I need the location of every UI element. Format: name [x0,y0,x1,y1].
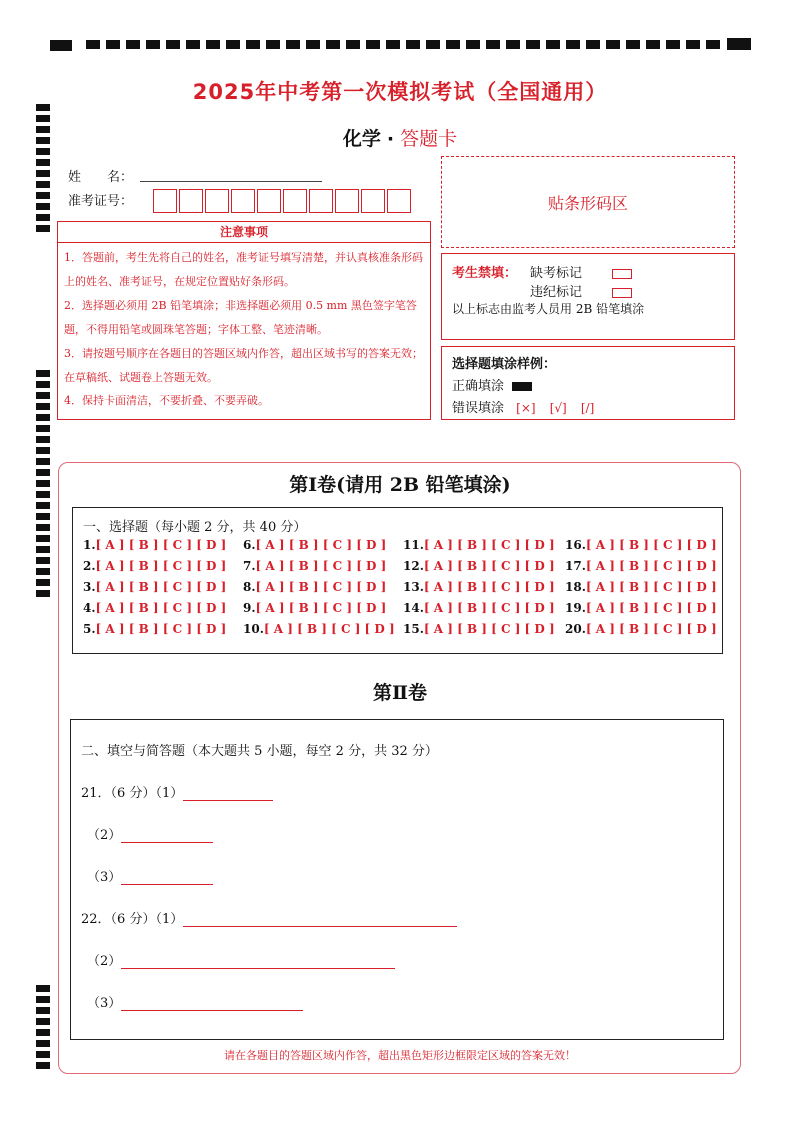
id-digit-box[interactable] [205,189,229,213]
choice-section-heading: 一、选择题（每小题 2 分，共 40 分） [83,520,307,535]
answer-blank[interactable] [121,996,303,1011]
option-bubbles[interactable]: [ A ] [ B ] [ C ] [ D ] [423,601,555,615]
timing-dash [326,40,340,49]
question-number: 4. [83,601,96,615]
fill-sample-box [441,346,735,420]
answer-line-22-1 [81,908,457,927]
timing-dash [366,40,380,49]
timing-mark [36,1040,50,1047]
choice-question[interactable] [83,580,226,594]
volume2-title: 第Ⅱ卷 [372,682,427,704]
option-bubbles[interactable]: [ A ] [ B ] [ C ] [ D ] [255,538,387,552]
timing-mark [36,985,50,992]
answer-line-21-2 [87,824,213,843]
id-digit-box[interactable] [179,189,203,213]
barcode-area [441,156,735,248]
option-bubbles[interactable]: [ A ] [ B ] [ C ] [ D ] [95,580,227,594]
timing-mark [36,170,50,177]
card-name: 答题卡 [400,128,458,150]
exam-id-label: 准考证号： [68,194,134,209]
correct-row [452,375,532,394]
violation-mark-row [530,281,632,300]
option-bubbles[interactable]: [ A ] [ B ] [ C ] [ D ] [423,622,555,636]
correct-label: 正确填涂 [452,379,505,394]
choice-question[interactable] [403,622,555,636]
option-bubbles[interactable]: [ A ] [ B ] [ C ] [ D ] [585,559,717,573]
wrong-mark-2: [√] [549,401,567,415]
option-bubbles[interactable]: [ A ] [ B ] [ C ] [ D ] [423,559,555,573]
subtitle-dot: · [386,128,395,150]
timing-dash [486,40,500,49]
name-field[interactable] [140,181,322,182]
timing-dash [166,40,180,49]
timing-mark [36,579,50,586]
option-bubbles[interactable]: [ A ] [ B ] [ C ] [ D ] [585,601,717,615]
question-number: 3. [83,580,96,594]
question-number: 6. [243,538,256,552]
card-subtitle [0,124,800,151]
choice-question[interactable] [243,580,386,594]
timing-dash [706,40,720,49]
timing-mark [36,159,50,166]
id-digit-box[interactable] [387,189,411,213]
timing-dash [466,40,480,49]
answer-line-21-3 [87,866,213,885]
timing-mark [36,370,50,377]
timing-dash [426,40,440,49]
timing-dash [286,40,300,49]
timing-mark [36,546,50,553]
fill-section-heading: 二、填空与简答题（本大题共 5 小题，每空 2 分，共 32 分） [81,744,438,759]
question-number: 13. [403,580,424,594]
timing-dash [606,40,620,49]
timing-mark [36,181,50,188]
timing-mark [36,590,50,597]
timing-mark [36,414,50,421]
option-bubbles[interactable]: [ A ] [ B ] [ C ] [ D ] [585,580,717,594]
option-bubbles[interactable]: [ A ] [ B ] [ C ] [ D ] [95,538,227,552]
answer-line-22-3 [87,992,303,1011]
wrong-mark-3: [/] [580,401,595,415]
answer-blank[interactable] [121,828,213,843]
notice-item-4: 4．保持卡面清洁，不要折叠、不要弄破。 [64,394,269,407]
id-digit-box[interactable] [335,189,359,213]
timing-mark [36,996,50,1003]
choice-question[interactable] [403,580,555,594]
timing-mark [36,1029,50,1036]
choice-question[interactable] [243,601,386,615]
timing-mark [50,40,72,51]
timing-mark [36,568,50,575]
timing-dash [386,40,400,49]
timing-mark [36,392,50,399]
violation-label: 违纪标记 [530,285,583,300]
notice-item-2: 2．选择题必须用 2B 铅笔填涂；非选择题必须用 0.5 mm 黑色签字笔答题，不得用铅笔或圆珠笔答题；字体工整、笔迹清晰。 [64,299,417,336]
id-digit-box[interactable] [257,189,281,213]
notice-box [57,221,431,420]
option-bubbles[interactable]: [ A ] [ B ] [ C ] [ D ] [95,559,227,573]
question-number: 2. [83,559,96,573]
exam-title: 2025年中考第一次模拟考试（全国通用） [192,80,608,104]
option-bubbles[interactable]: [ A ] [ B ] [ C ] [ D ] [95,601,227,615]
choice-question[interactable] [565,559,717,573]
wrong-row [452,397,594,416]
timing-mark [36,192,50,199]
timing-mark [36,458,50,465]
choice-question[interactable] [83,601,226,615]
fill-questions-box [70,719,724,1040]
timing-dash [266,40,280,49]
question-number: 17. [565,559,586,573]
id-digit-box[interactable] [361,189,385,213]
choice-question[interactable] [83,559,226,573]
timing-dash [186,40,200,49]
question-number: 10. [243,622,264,636]
question-number: 14. [403,601,424,615]
subject-name: 化学 [342,128,381,150]
question-number: 1. [83,538,96,552]
timing-mark [727,38,751,50]
notice-item-1: 1．答题前，考生先将自己的姓名，准考证号填写清楚，并认真核准条形码上的姓名、准考证号，在规定位置贴好条形码。 [64,251,423,288]
timing-mark [36,403,50,410]
filled-sample-mark [512,382,532,391]
timing-mark [36,513,50,520]
absent-mark-row [530,262,632,281]
id-digit-box[interactable] [153,189,177,213]
question-number: 15. [403,622,424,636]
id-digit-box[interactable] [231,189,255,213]
footer-warning: 请在各题目的答题区域内作答，超出黑色矩形边框限定区域的答案无效！ [224,1049,576,1062]
option-bubbles[interactable]: [ A ] [ B ] [ C ] [ D ] [585,538,717,552]
option-bubbles[interactable]: [ A ] [ B ] [ C ] [ D ] [255,601,387,615]
timing-mark [36,524,50,531]
answer-blank[interactable] [121,954,395,969]
timing-mark [36,1007,50,1014]
answer-line-21-1 [81,782,273,801]
wrong-mark-1: [×] [516,401,536,415]
timing-dash [586,40,600,49]
timing-dash [406,40,420,49]
option-bubbles[interactable]: [ A ] [ B ] [ C ] [ D ] [585,622,717,636]
timing-mark [36,557,50,564]
timing-dash [146,40,160,49]
timing-mark [36,225,50,232]
timing-dash [546,40,560,49]
choice-question[interactable] [565,538,717,552]
timing-mark [36,115,50,122]
barcode-label: 贴条形码区 [547,193,628,213]
question-number: 5. [83,622,96,636]
question-number: 20. [565,622,586,636]
timing-dash [306,40,320,49]
exam-id-boxes[interactable] [153,189,413,213]
timing-mark [36,1018,50,1025]
id-digit-box[interactable] [309,189,333,213]
answer-line-label: 22．（6 分）（1） [81,912,184,927]
timing-dash [246,40,260,49]
option-bubbles[interactable]: [ A ] [ B ] [ C ] [ D ] [263,622,395,636]
timing-dash [106,40,120,49]
timing-dash [626,40,640,49]
choice-question[interactable] [243,538,386,552]
answer-blank[interactable] [183,786,273,801]
option-bubbles[interactable]: [ A ] [ B ] [ C ] [ D ] [423,538,555,552]
answer-line-22-2 [87,950,395,969]
timing-dash [126,40,140,49]
timing-dash [686,40,700,49]
timing-mark [36,535,50,542]
candidate-note: 以上标志由监考人员用 2B 铅笔填涂 [452,302,645,316]
timing-mark [36,436,50,443]
candidate-box [441,253,735,340]
notice-heading: 注意事项 [58,222,430,243]
choice-question[interactable] [83,622,226,636]
answer-line-label: （2） [87,828,122,843]
question-number: 12. [403,559,424,573]
question-number: 18. [565,580,586,594]
question-number: 9. [243,601,256,615]
choice-question[interactable] [565,601,717,615]
question-number: 16. [565,538,586,552]
question-number: 19. [565,601,586,615]
timing-dash [526,40,540,49]
timing-mark [36,381,50,388]
timing-mark [36,425,50,432]
id-digit-box[interactable] [283,189,307,213]
timing-dash [346,40,360,49]
name-label: 姓 名： [68,170,134,185]
timing-dash [446,40,460,49]
forbid-label: 考生禁填： [452,266,518,281]
answer-blank[interactable] [183,912,457,927]
choice-question[interactable] [565,622,717,636]
choice-question[interactable] [403,601,555,615]
timing-mark [36,203,50,210]
choice-question[interactable] [403,538,555,552]
choice-question[interactable] [565,580,717,594]
answer-line-label: （2） [87,954,122,969]
choice-question[interactable] [243,622,395,636]
question-number: 11. [403,538,424,552]
timing-dash [86,40,100,49]
notice-item-3: 3．请按题号顺序在各题目的答题区域内作答，超出区域书写的答案无效；在草稿纸、试题卷上答题无效。 [64,347,423,384]
answer-line-label: （3） [87,870,122,885]
timing-dash [226,40,240,49]
absent-label: 缺考标记 [530,266,583,281]
timing-dash [666,40,680,49]
absent-mark-box[interactable] [612,269,632,279]
timing-dash [506,40,520,49]
question-number: 7. [243,559,256,573]
fill-sample-heading: 选择题填涂样例： [452,357,557,372]
choice-question[interactable] [243,559,386,573]
wrong-label: 错误填涂 [452,401,505,416]
choice-questions-box [72,507,723,654]
timing-mark [36,502,50,509]
choice-question[interactable] [83,538,226,552]
timing-mark [36,214,50,221]
volume1-title: 第Ⅰ卷(请用 2B 铅笔填涂) [289,474,511,496]
timing-dash [566,40,580,49]
timing-dash [206,40,220,49]
option-bubbles[interactable]: [ A ] [ B ] [ C ] [ D ] [255,559,387,573]
violation-mark-box[interactable] [612,288,632,298]
question-number: 8. [243,580,256,594]
choice-question[interactable] [403,559,555,573]
timing-mark [36,447,50,454]
option-bubbles[interactable]: [ A ] [ B ] [ C ] [ D ] [95,622,227,636]
timing-mark [36,1062,50,1069]
answer-blank[interactable] [121,870,213,885]
answer-line-label: 21．（6 分）（1） [81,786,184,801]
option-bubbles[interactable]: [ A ] [ B ] [ C ] [ D ] [255,580,387,594]
option-bubbles[interactable]: [ A ] [ B ] [ C ] [ D ] [423,580,555,594]
answer-line-label: （3） [87,996,122,1011]
timing-dash [646,40,660,49]
